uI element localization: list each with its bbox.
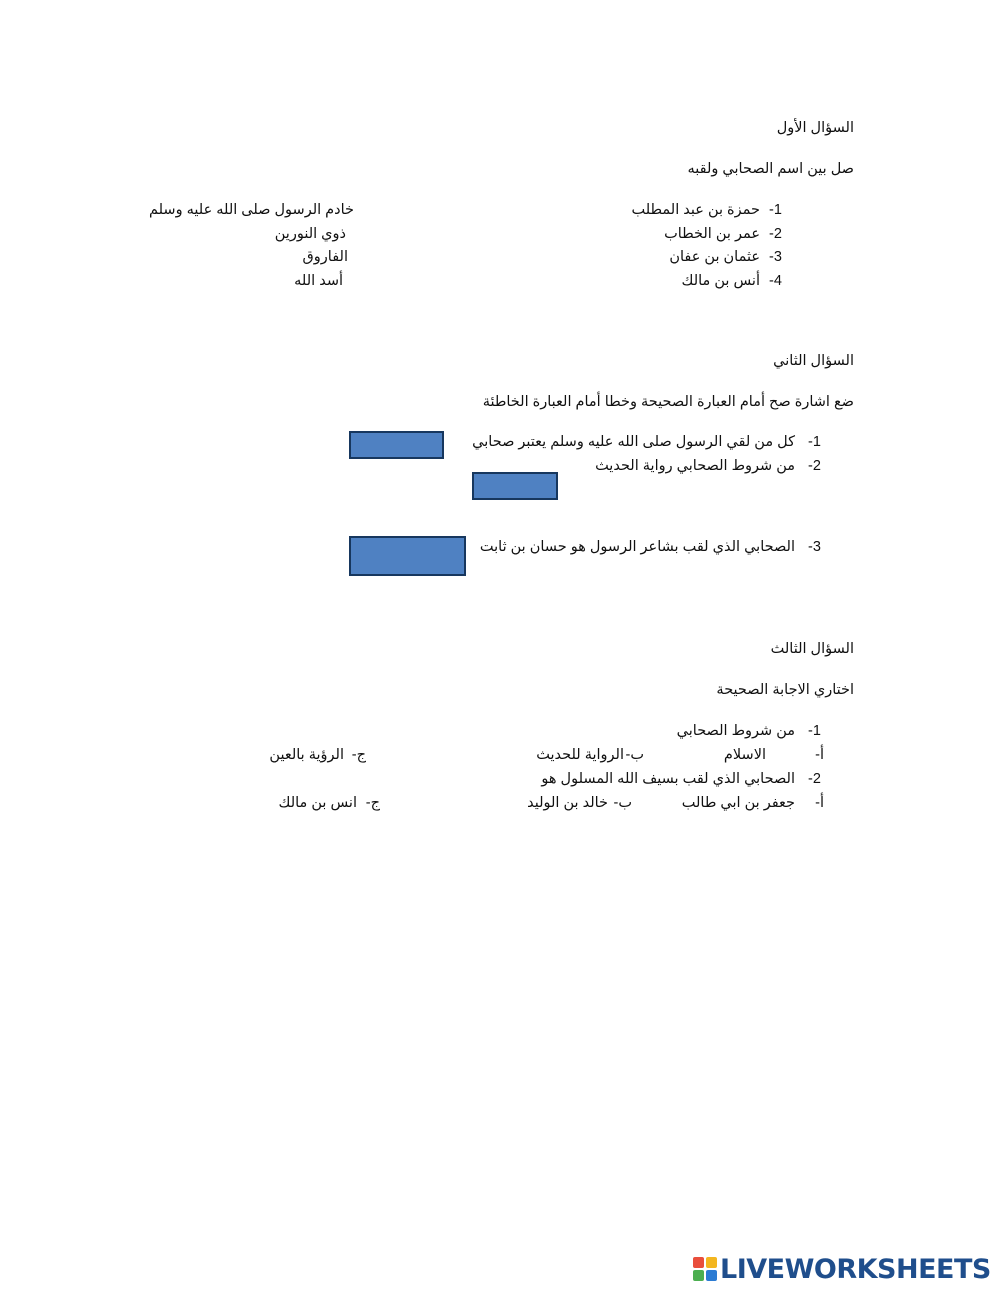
q3-option-text: خالد بن الوليد xyxy=(527,795,608,811)
q1-item-number: -1 xyxy=(769,202,782,218)
q2-item-number: -1 xyxy=(808,434,821,450)
q2-item-number: -2 xyxy=(808,458,821,474)
q3-option-letter: أ- xyxy=(815,747,824,763)
q3-instruction: اختاري الاجابة الصحيحة xyxy=(716,682,854,698)
logo-square-yellow xyxy=(706,1257,717,1268)
logo-square-green xyxy=(693,1270,704,1281)
q1-companion-name: عمر بن الخطاب xyxy=(664,226,760,242)
q2-statement: كل من لقي الرسول صلى الله عليه وسلم يعتبر صحابي xyxy=(472,434,795,450)
q3-question-text: من شروط الصحابي xyxy=(676,723,795,739)
q3-option-letter: ج- xyxy=(351,747,366,763)
q1-companion-title: الفاروق xyxy=(302,249,348,265)
q3-option-text: انس بن مالك xyxy=(278,795,357,811)
logo-text: LIVEWORKSHEETS xyxy=(720,1253,991,1285)
liveworksheets-logo-icon xyxy=(693,1257,717,1281)
q3-question-text: الصحابي الذي لقب بسيف الله المسلول هو xyxy=(541,771,795,787)
q1-item-number: -3 xyxy=(769,249,782,265)
q2-statement: الصحابي الذي لقب بشاعر الرسول هو حسان بن ثابت xyxy=(479,539,795,555)
q1-companion-name: عثمان بن عفان xyxy=(669,249,760,265)
q1-title: السؤال الأول xyxy=(776,120,854,136)
q1-companion-title: ذوي النورين xyxy=(274,226,346,242)
q3-option-text: الرواية للحديث xyxy=(536,747,624,763)
q3-title: السؤال الثالث xyxy=(770,641,854,657)
q3-option-text: جعفر بن ابي طالب xyxy=(681,795,795,811)
q1-instruction: صل بين اسم الصحابي ولقبه xyxy=(687,161,854,177)
q3-option-text: الاسلام xyxy=(723,747,766,763)
q1-item-number: -4 xyxy=(769,273,782,289)
q3-option-letter: ب- xyxy=(613,795,632,811)
logo-square-red xyxy=(693,1257,704,1268)
logo-square-blue xyxy=(706,1270,717,1281)
q3-option-letter: أ- xyxy=(815,795,824,811)
liveworksheets-logo xyxy=(693,1254,991,1284)
q3-option-letter: ب- xyxy=(625,747,644,763)
q1-companion-title: خادم الرسول صلى الله عليه وسلم xyxy=(148,202,354,218)
q2-answer-box-2[interactable] xyxy=(472,472,558,500)
q2-item-number: -3 xyxy=(808,539,821,555)
q2-answer-box-3[interactable] xyxy=(349,536,466,576)
q3-option-letter: ج- xyxy=(365,795,380,811)
q3-option-text: الرؤية بالعين xyxy=(269,747,344,763)
q2-answer-box-1[interactable] xyxy=(349,431,444,459)
q1-companion-name: أنس بن مالك xyxy=(681,273,760,289)
q1-companion-name: حمزة بن عبد المطلب xyxy=(631,202,760,218)
q3-question-number: -1 xyxy=(808,723,821,739)
q1-item-number: -2 xyxy=(769,226,782,242)
q2-instruction: ضع اشارة صح أمام العبارة الصحيحة وخطا أمام العبارة الخاطئة xyxy=(482,394,854,410)
q2-title: السؤال الثاني xyxy=(773,353,854,369)
q1-companion-title: أسد الله xyxy=(294,273,343,289)
q3-question-number: -2 xyxy=(808,771,821,787)
q2-statement: من شروط الصحابي رواية الحديث xyxy=(595,458,795,474)
